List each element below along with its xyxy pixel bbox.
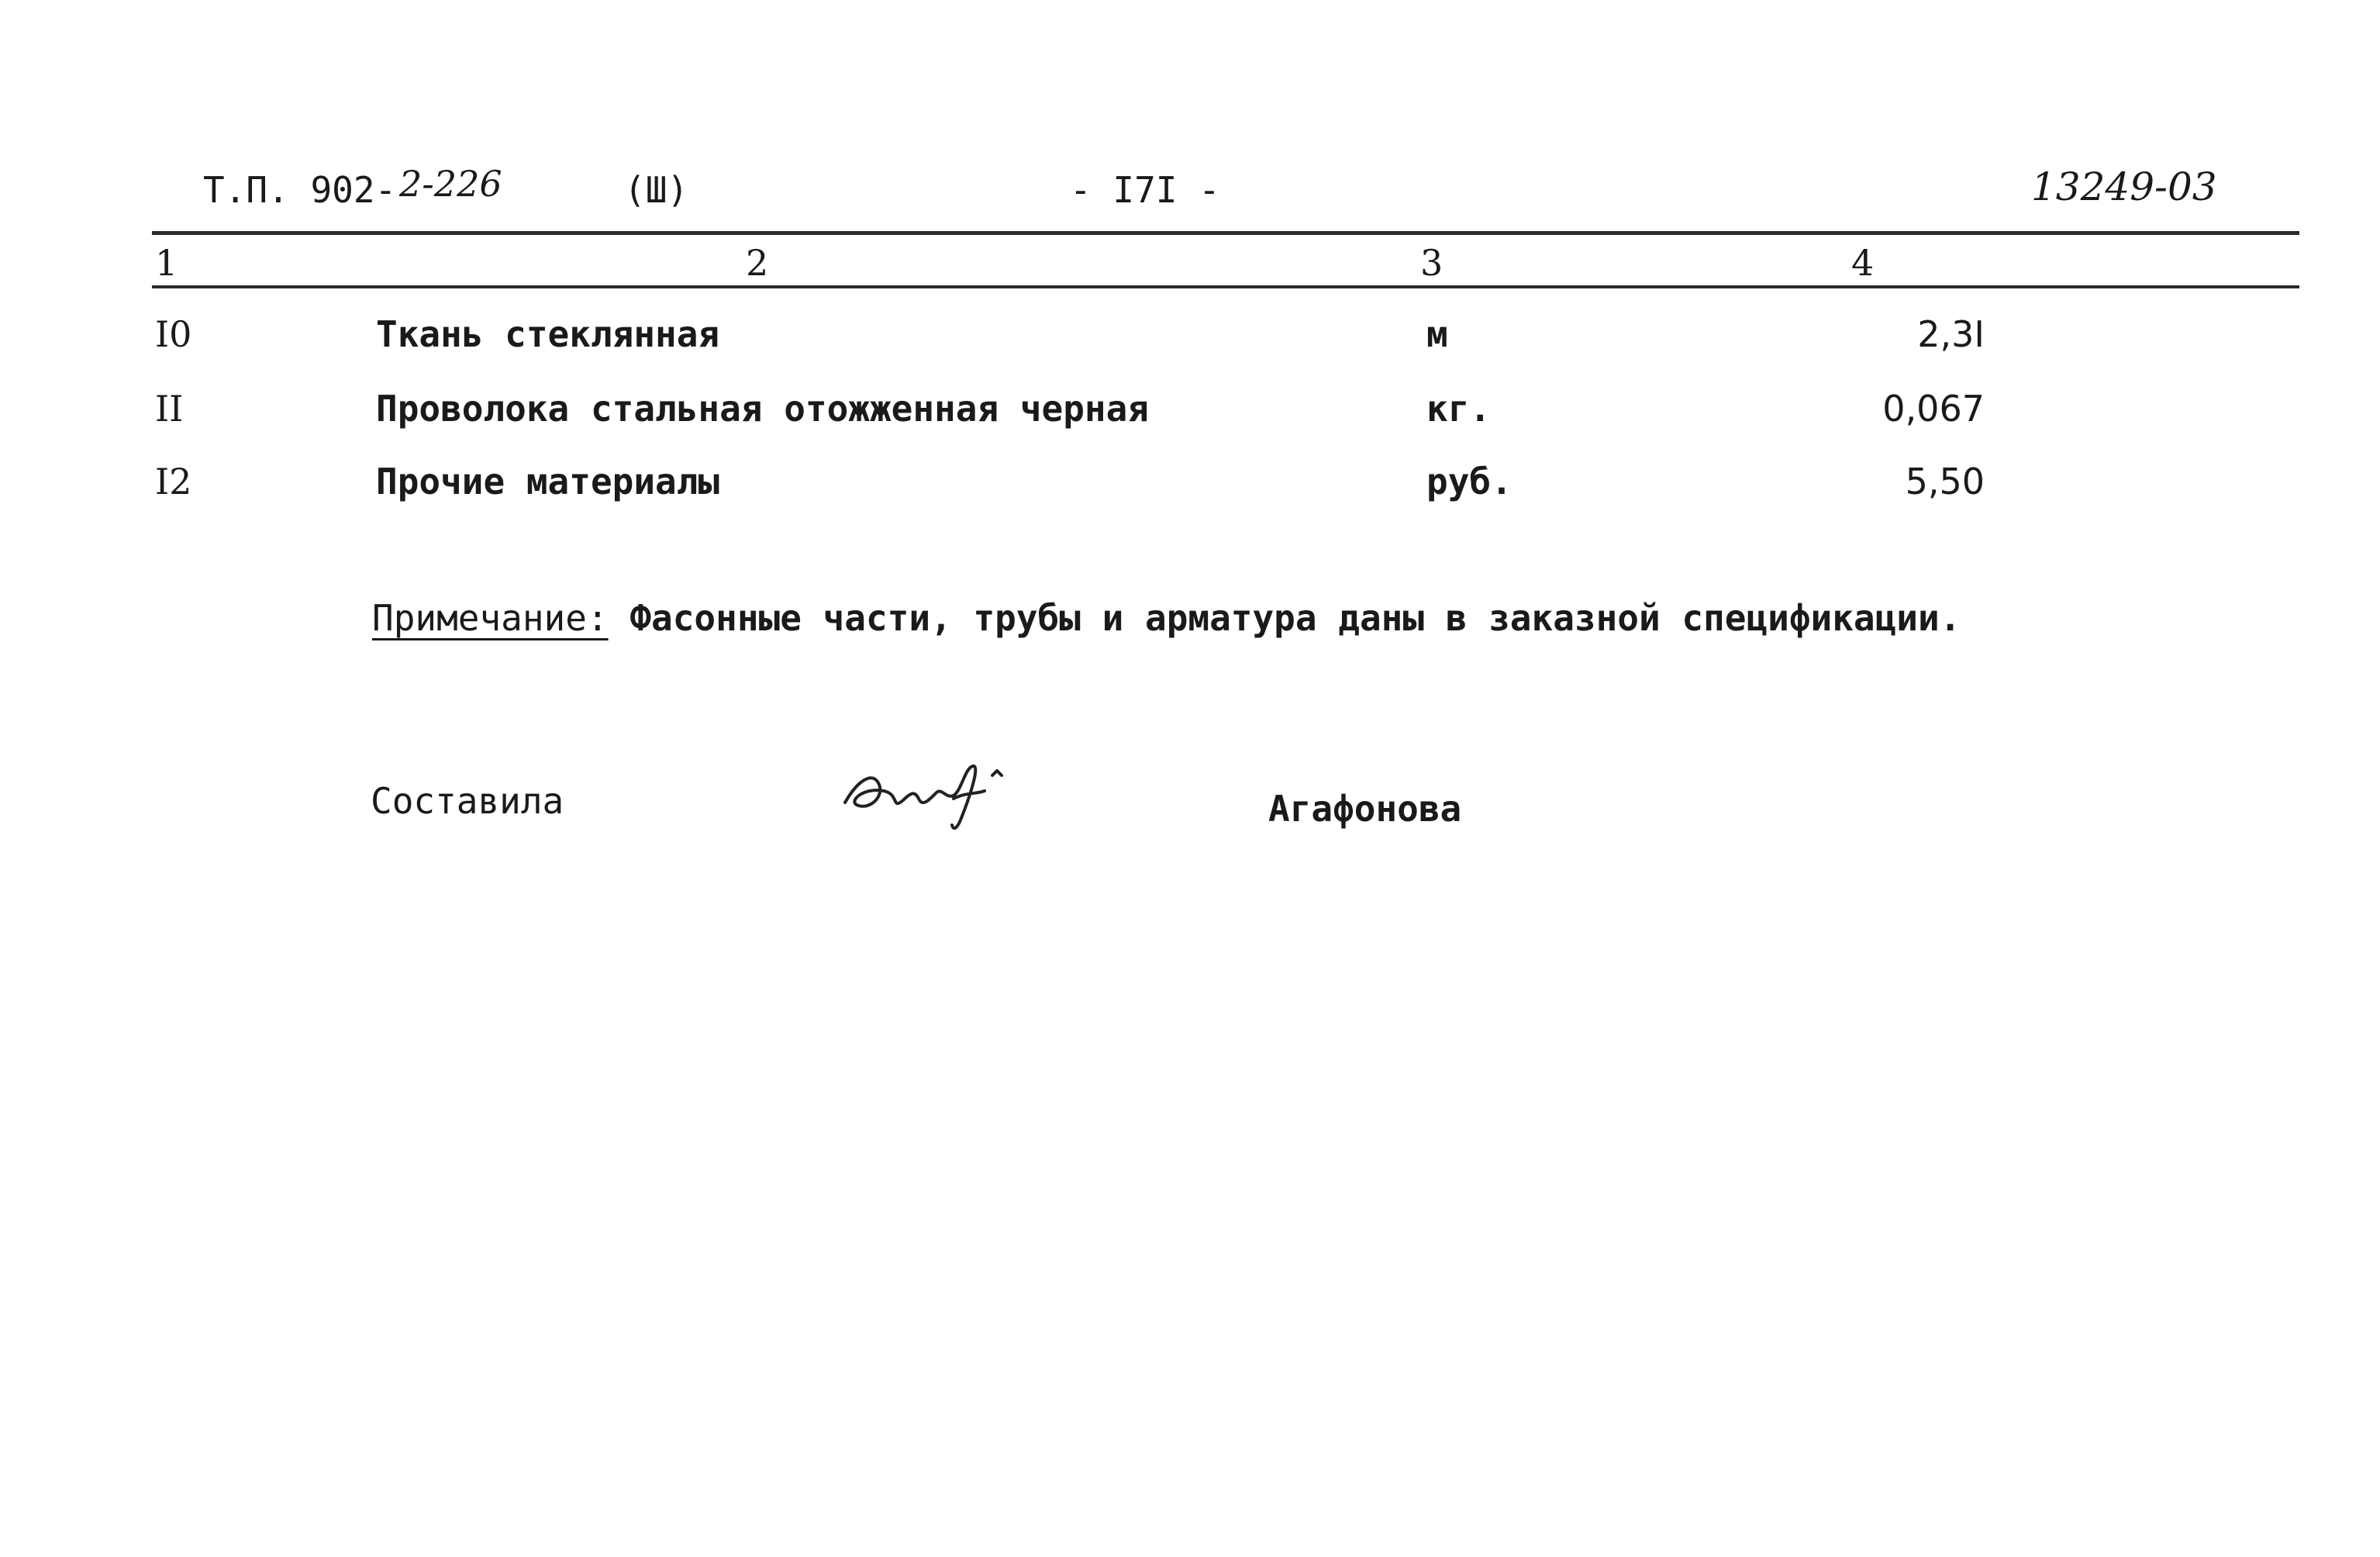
quantity: 5,50 — [1905, 461, 1985, 502]
material-name: Проволока стальная отожженная черная — [376, 388, 1149, 430]
unit: кг. — [1426, 388, 1492, 430]
quantity: 2,3I — [1917, 313, 1985, 355]
page-number: - I7I - — [1070, 169, 1220, 211]
document-series: (Ш) — [624, 169, 689, 211]
row-number: I2 — [155, 461, 192, 502]
header-rule — [152, 231, 2299, 235]
unit: м — [1426, 313, 1448, 355]
document-number-handwritten: 2-226 — [399, 163, 502, 205]
note-label: Примечание: — [372, 597, 609, 639]
composed-by-label: Составила — [371, 780, 564, 822]
row-number: II — [155, 388, 184, 430]
note-text: Фасонные части, трубы и арматура даны в заказной спецификации. — [629, 597, 1961, 639]
column-number-4: 4 — [1851, 242, 1875, 284]
handwritten-signature — [837, 744, 1039, 841]
document-reference: 13249-03 — [2031, 164, 2217, 209]
quantity: 0,067 — [1882, 388, 1985, 430]
row-number: I0 — [155, 313, 192, 355]
column-number-2: 2 — [746, 242, 769, 284]
column-number-1: 1 — [155, 242, 178, 284]
material-name: Прочие материалы — [376, 461, 720, 502]
document-prefix: Т.П. 902- — [203, 169, 397, 211]
unit: руб. — [1426, 461, 1513, 502]
note — [372, 597, 1961, 639]
signer-name: Агафонова — [1268, 788, 1462, 830]
column-number-3: 3 — [1420, 242, 1444, 284]
material-name: Ткань стеклянная — [376, 313, 720, 355]
column-header-rule — [152, 285, 2299, 288]
